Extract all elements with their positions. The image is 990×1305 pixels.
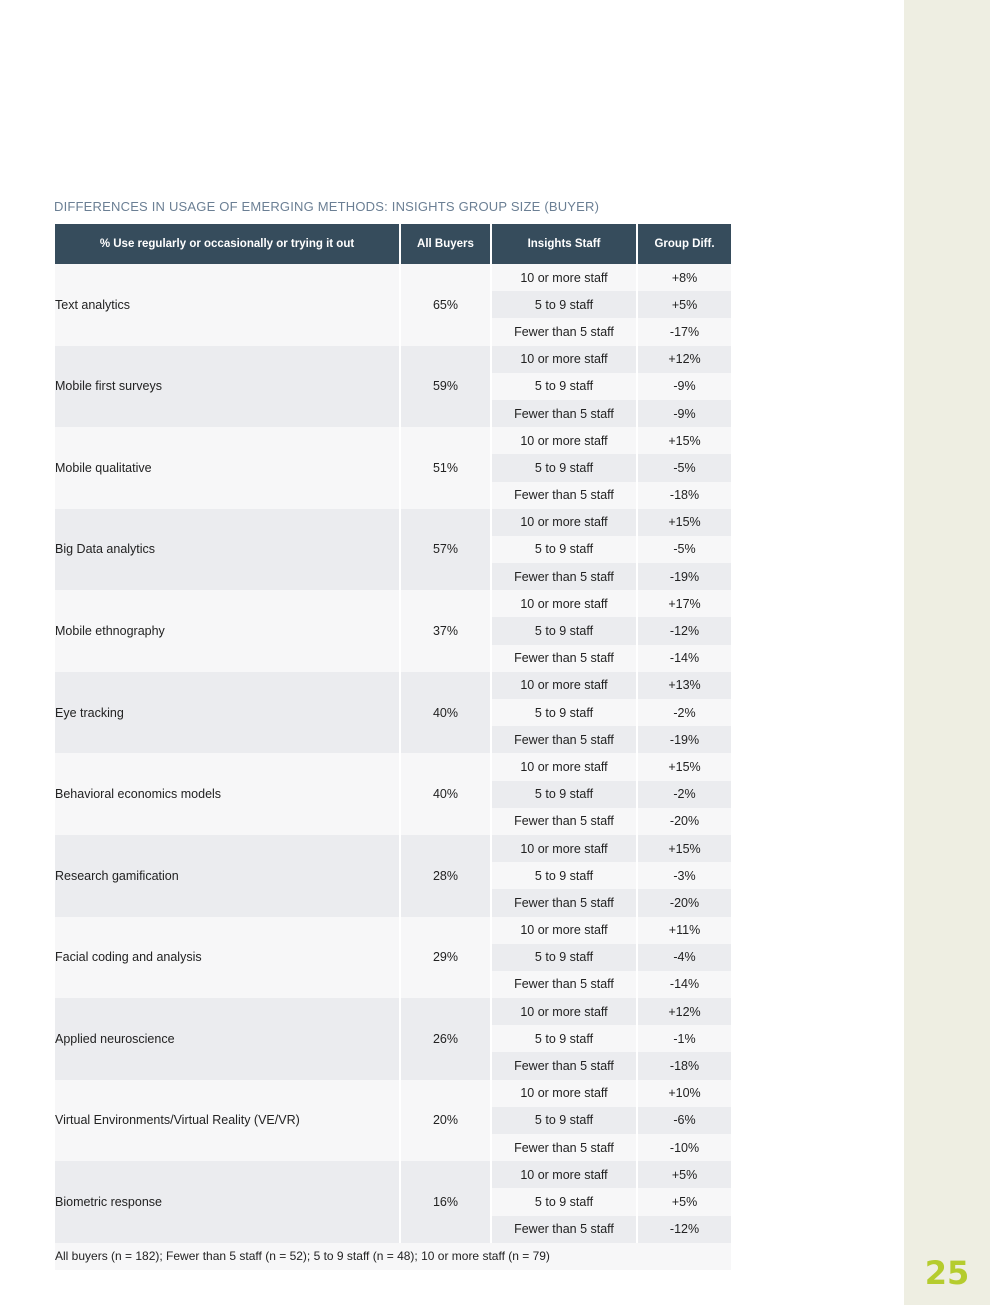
staff-group-label: 10 or more staff xyxy=(492,264,636,291)
table-row xyxy=(55,346,731,373)
staff-group-label: 5 to 9 staff xyxy=(492,781,636,808)
header-method: % Use regularly or occasionally or trying it out xyxy=(55,224,399,264)
group-diff-value: -18% xyxy=(638,1052,731,1079)
staff-group-label: Fewer than 5 staff xyxy=(492,1216,636,1243)
all-buyers-value: 37% xyxy=(401,590,490,672)
all-buyers-value: 40% xyxy=(401,753,490,835)
method-name: Facial coding and analysis xyxy=(55,917,399,999)
staff-group-label: 10 or more staff xyxy=(492,346,636,373)
staff-group-label: 10 or more staff xyxy=(492,753,636,780)
group-diff-value: +13% xyxy=(638,672,731,699)
staff-group-label: 10 or more staff xyxy=(492,672,636,699)
group-diff-value: +17% xyxy=(638,590,731,617)
group-diff-value: +10% xyxy=(638,1080,731,1107)
method-name: Virtual Environments/Virtual Reality (VE/VR) xyxy=(55,1080,399,1162)
group-diff-value: -3% xyxy=(638,862,731,889)
staff-group-label: 10 or more staff xyxy=(492,1161,636,1188)
footnote-row xyxy=(55,1243,731,1270)
staff-group-label: Fewer than 5 staff xyxy=(492,318,636,345)
group-diff-value: -12% xyxy=(638,617,731,644)
method-name: Mobile qualitative xyxy=(55,427,399,509)
group-diff-value: +12% xyxy=(638,346,731,373)
group-diff-value: -10% xyxy=(638,1134,731,1161)
table-row xyxy=(55,917,731,944)
header-all-buyers: All Buyers xyxy=(401,224,490,264)
method-name: Research gamification xyxy=(55,835,399,917)
staff-group-label: 5 to 9 staff xyxy=(492,944,636,971)
table-row xyxy=(55,1161,731,1188)
group-diff-value: -2% xyxy=(638,781,731,808)
staff-group-label: 10 or more staff xyxy=(492,917,636,944)
all-buyers-value: 51% xyxy=(401,427,490,509)
all-buyers-value: 65% xyxy=(401,264,490,346)
group-diff-value: -19% xyxy=(638,563,731,590)
method-name: Big Data analytics xyxy=(55,509,399,591)
staff-group-label: 5 to 9 staff xyxy=(492,1107,636,1134)
group-diff-value: +8% xyxy=(638,264,731,291)
group-diff-value: -19% xyxy=(638,726,731,753)
staff-group-label: 5 to 9 staff xyxy=(492,454,636,481)
staff-group-label: Fewer than 5 staff xyxy=(492,400,636,427)
staff-group-label: 5 to 9 staff xyxy=(492,1025,636,1052)
group-diff-value: -17% xyxy=(638,318,731,345)
staff-group-label: 5 to 9 staff xyxy=(492,699,636,726)
group-diff-value: +11% xyxy=(638,917,731,944)
all-buyers-value: 16% xyxy=(401,1161,490,1243)
method-name: Applied neuroscience xyxy=(55,998,399,1080)
header-row xyxy=(55,224,731,264)
group-diff-value: -20% xyxy=(638,808,731,835)
staff-group-label: 5 to 9 staff xyxy=(492,862,636,889)
all-buyers-value: 40% xyxy=(401,672,490,754)
group-diff-value: -1% xyxy=(638,1025,731,1052)
staff-group-label: Fewer than 5 staff xyxy=(492,563,636,590)
staff-group-label: 10 or more staff xyxy=(492,590,636,617)
group-diff-value: -4% xyxy=(638,944,731,971)
table-title: DIFFERENCES IN USAGE OF EMERGING METHODS: INSIGHTS GROUP SIZE (BUYER) xyxy=(54,199,600,214)
method-name: Eye tracking xyxy=(55,672,399,754)
staff-group-label: 10 or more staff xyxy=(492,427,636,454)
header-insights-staff: Insights Staff xyxy=(492,224,636,264)
group-diff-value: -5% xyxy=(638,454,731,481)
group-diff-value: +12% xyxy=(638,998,731,1025)
method-name: Text analytics xyxy=(55,264,399,346)
staff-group-label: Fewer than 5 staff xyxy=(492,1134,636,1161)
staff-group-label: Fewer than 5 staff xyxy=(492,726,636,753)
table-row xyxy=(55,753,731,780)
group-diff-value: -12% xyxy=(638,1216,731,1243)
all-buyers-value: 59% xyxy=(401,346,490,428)
group-diff-value: +15% xyxy=(638,835,731,862)
group-diff-value: -14% xyxy=(638,971,731,998)
group-diff-value: -6% xyxy=(638,1107,731,1134)
header-group-diff: Group Diff. xyxy=(638,224,731,264)
group-diff-value: +5% xyxy=(638,291,731,318)
table-body xyxy=(55,264,731,1243)
group-diff-value: +15% xyxy=(638,753,731,780)
staff-group-label: 10 or more staff xyxy=(492,998,636,1025)
side-band xyxy=(904,0,990,1305)
method-name: Behavioral economics models xyxy=(55,753,399,835)
staff-group-label: Fewer than 5 staff xyxy=(492,808,636,835)
page-number: 25 xyxy=(924,1254,970,1292)
staff-group-label: 10 or more staff xyxy=(492,1080,636,1107)
group-diff-value: -9% xyxy=(638,400,731,427)
staff-group-label: Fewer than 5 staff xyxy=(492,971,636,998)
staff-group-label: 10 or more staff xyxy=(492,509,636,536)
method-name: Mobile first surveys xyxy=(55,346,399,428)
staff-group-label: Fewer than 5 staff xyxy=(492,482,636,509)
group-diff-value: -18% xyxy=(638,482,731,509)
staff-group-label: 5 to 9 staff xyxy=(492,373,636,400)
table-row xyxy=(55,1080,731,1107)
group-diff-value: -14% xyxy=(638,645,731,672)
staff-group-label: Fewer than 5 staff xyxy=(492,1052,636,1079)
staff-group-label: 5 to 9 staff xyxy=(492,536,636,563)
all-buyers-value: 20% xyxy=(401,1080,490,1162)
group-diff-value: -9% xyxy=(638,373,731,400)
table-row xyxy=(55,835,731,862)
staff-group-label: Fewer than 5 staff xyxy=(492,645,636,672)
table-row xyxy=(55,998,731,1025)
all-buyers-value: 26% xyxy=(401,998,490,1080)
group-diff-value: +5% xyxy=(638,1161,731,1188)
all-buyers-value: 29% xyxy=(401,917,490,999)
method-name: Mobile ethnography xyxy=(55,590,399,672)
table-row xyxy=(55,672,731,699)
staff-group-label: 5 to 9 staff xyxy=(492,617,636,644)
group-diff-value: +15% xyxy=(638,509,731,536)
staff-group-label: Fewer than 5 staff xyxy=(492,889,636,916)
all-buyers-value: 28% xyxy=(401,835,490,917)
staff-group-label: 10 or more staff xyxy=(492,835,636,862)
table-row xyxy=(55,264,731,291)
footnote: All buyers (n = 182); Fewer than 5 staff (n = 52); 5 to 9 staff (n = 48); 10 or more staff (n = 79) xyxy=(55,1243,731,1270)
table-row xyxy=(55,427,731,454)
group-diff-value: -20% xyxy=(638,889,731,916)
table-row xyxy=(55,590,731,617)
table-row xyxy=(55,509,731,536)
staff-group-label: 5 to 9 staff xyxy=(492,1188,636,1215)
group-diff-value: +15% xyxy=(638,427,731,454)
group-diff-value: -2% xyxy=(638,699,731,726)
staff-group-label: 5 to 9 staff xyxy=(492,291,636,318)
method-name: Biometric response xyxy=(55,1161,399,1243)
methods-table xyxy=(53,224,733,1270)
group-diff-value: -5% xyxy=(638,536,731,563)
all-buyers-value: 57% xyxy=(401,509,490,591)
group-diff-value: +5% xyxy=(638,1188,731,1215)
